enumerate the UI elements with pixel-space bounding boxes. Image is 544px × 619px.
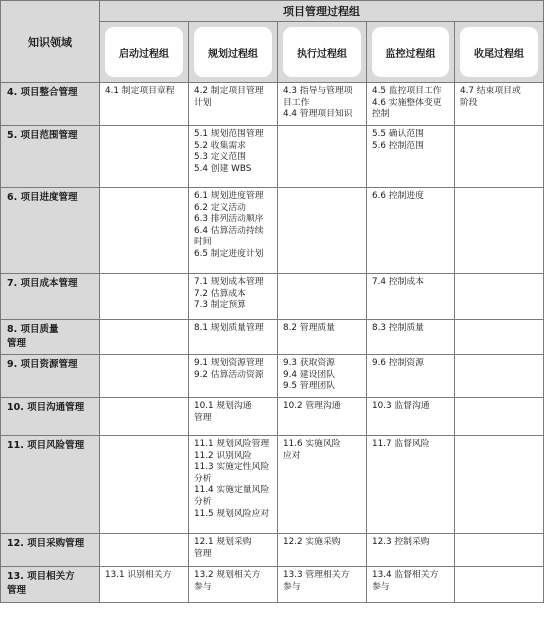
process-group-card: 启动过程组 (105, 27, 183, 77)
table-row (1, 398, 544, 436)
process-cell: 12.3 控制采购 (367, 534, 455, 567)
table-row (1, 126, 544, 188)
process-cell: 13.1 识别相关方 (100, 567, 189, 603)
process-cell: 8.1 规划质量管理 (189, 320, 278, 355)
table-row (1, 355, 544, 398)
knowledge-area-label: 9. 项目资源管理 (1, 355, 100, 398)
process-cell (455, 188, 544, 274)
process-group-closing (455, 22, 544, 83)
process-cell: 9.1 规划资源管理 9.2 估算活动资源 (189, 355, 278, 398)
knowledge-area-label: 10. 项目沟通管理 (1, 398, 100, 436)
process-cell: 11.1 规划风险管理 11.2 识别风险 11.3 实施定性风险 分析 11.4 实施定量风险 分析 11.5 规划风险应对 (189, 436, 278, 534)
process-cell: 9.6 控制资源 (367, 355, 455, 398)
process-cell: 12.1 规划采购 管理 (189, 534, 278, 567)
process-cell (100, 188, 189, 274)
process-cell (100, 274, 189, 320)
process-group-card: 规划过程组 (194, 27, 272, 77)
process-cell: 8.2 管理质量 (278, 320, 367, 355)
process-cell (455, 274, 544, 320)
knowledge-area-label: 12. 项目采购管理 (1, 534, 100, 567)
process-cell: 7.4 控制成本 (367, 274, 455, 320)
process-cell (100, 398, 189, 436)
process-group-executing (278, 22, 367, 83)
table-row (1, 188, 544, 274)
process-cell (278, 274, 367, 320)
process-cell: 5.1 规划范围管理 5.2 收集需求 5.3 定义范围 5.4 创建 WBS (189, 126, 278, 188)
process-cell: 13.4 监督相关方 参与 (367, 567, 455, 603)
table-row (1, 567, 544, 603)
process-cell: 4.7 结束项目或 阶段 (455, 83, 544, 126)
process-cell: 12.2 实施采购 (278, 534, 367, 567)
process-cell: 9.3 获取资源 9.4 建设团队 9.5 管理团队 (278, 355, 367, 398)
process-cell (100, 355, 189, 398)
knowledge-area-label: 7. 项目成本管理 (1, 274, 100, 320)
process-cell: 4.1 制定项目章程 (100, 83, 189, 126)
process-cell (455, 436, 544, 534)
process-cell (455, 355, 544, 398)
process-cell: 4.3 指导与管理项 目工作 4.4 管理项目知识 (278, 83, 367, 126)
process-cell: 8.3 控制质量 (367, 320, 455, 355)
knowledge-area-label: 13. 项目相关方 管理 (1, 567, 100, 603)
process-cell (100, 320, 189, 355)
table-row (1, 534, 544, 567)
process-cell (278, 188, 367, 274)
process-cell (100, 126, 189, 188)
process-cell (455, 398, 544, 436)
process-cell: 4.5 监控项目工作 4.6 实施整体变更 控制 (367, 83, 455, 126)
process-cell: 7.1 规划成本管理 7.2 估算成本 7.3 制定预算 (189, 274, 278, 320)
process-cell: 6.1 规划进度管理 6.2 定义活动 6.3 排列活动顺序 6.4 估算活动持续 时间 6.5 制定进度计划 (189, 188, 278, 274)
process-cell (455, 126, 544, 188)
process-group-planning (189, 22, 278, 83)
process-cell: 10.1 规划沟通 管理 (189, 398, 278, 436)
process-cell: 13.2 规划相关方 参与 (189, 567, 278, 603)
process-cell (100, 534, 189, 567)
process-cell: 11.6 实施风险 应对 (278, 436, 367, 534)
knowledge-area-label: 6. 项目进度管理 (1, 188, 100, 274)
process-group-card: 监控过程组 (372, 27, 449, 77)
process-cell (455, 567, 544, 603)
table-row (1, 436, 544, 534)
process-cell: 13.3 管理相关方 参与 (278, 567, 367, 603)
process-group-monitoring (367, 22, 455, 83)
process-group-initiating (100, 22, 189, 83)
table-row (1, 320, 544, 355)
process-cell: 11.7 监督风险 (367, 436, 455, 534)
process-group-card: 执行过程组 (283, 27, 361, 77)
process-cell: 6.6 控制进度 (367, 188, 455, 274)
process-cell (455, 534, 544, 567)
knowledge-area-label: 5. 项目范围管理 (1, 126, 100, 188)
process-group-card: 收尾过程组 (460, 27, 538, 77)
knowledge-area-label: 4. 项目整合管理 (1, 83, 100, 126)
process-cell (100, 436, 189, 534)
process-cell: 4.2 制定项目管理 计划 (189, 83, 278, 126)
process-cell (455, 320, 544, 355)
table-row (1, 274, 544, 320)
process-cell: 5.5 确认范围 5.6 控制范围 (367, 126, 455, 188)
process-groups-title: 项目管理过程组 (100, 1, 544, 22)
knowledge-area-label: 8. 项目质量 管理 (1, 320, 100, 355)
process-cell: 10.2 管理沟通 (278, 398, 367, 436)
process-cell (278, 126, 367, 188)
process-cell: 10.3 监督沟通 (367, 398, 455, 436)
table-row (1, 83, 544, 126)
knowledge-area-header: 知识领域 (1, 1, 100, 83)
knowledge-area-label: 11. 项目风险管理 (1, 436, 100, 534)
